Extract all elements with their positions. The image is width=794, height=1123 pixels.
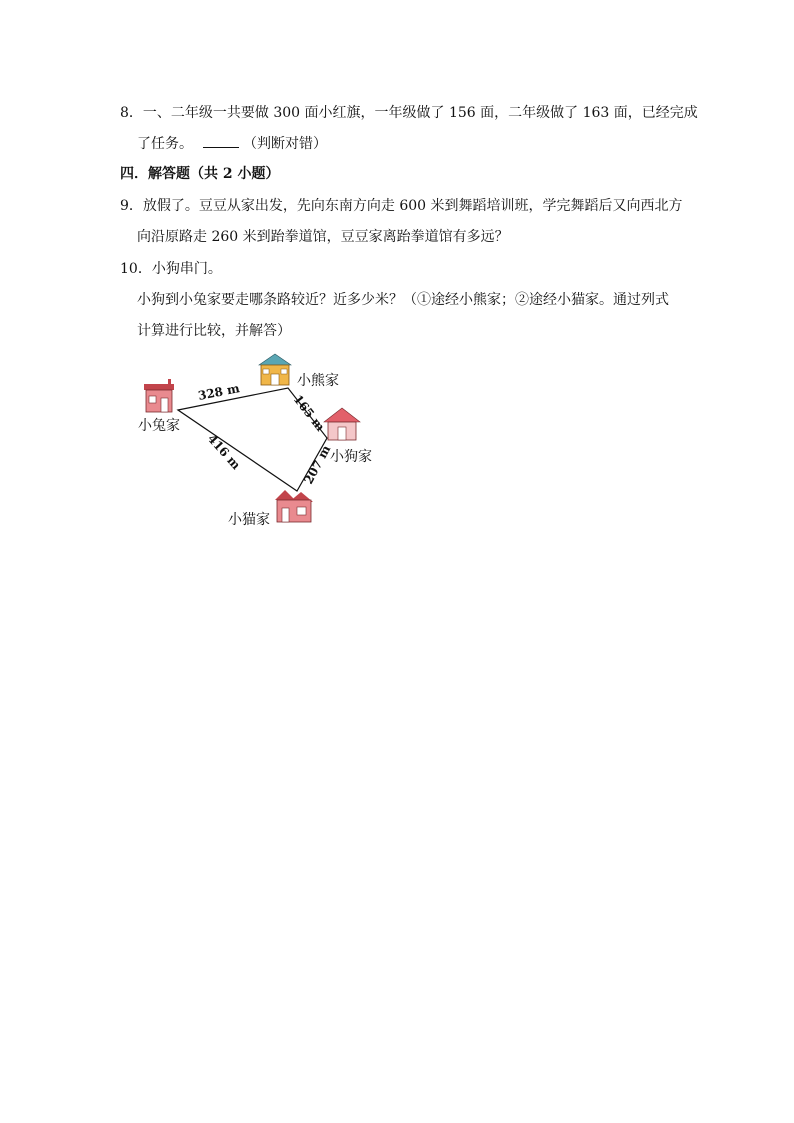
dog-label: 小狗家 [330, 449, 372, 465]
q10-title: 10．小狗串门。 [120, 261, 222, 277]
q9-line2: 向沿原路走 260 米到跆拳道馆，豆豆家离跆拳道馆有多远？ [137, 229, 509, 245]
q8-line1: 8．一、二年级一共要做 300 面小红旗，一年级做了 156 面，二年级做了 163 面，已经完成 [120, 105, 698, 121]
distance-rabbit-bear: 328 m [196, 381, 241, 403]
q10-line1: 小狗到小兔家要走哪条路较近？近多少米？（①途经小熊家；②途经小猫家。通过列式 [137, 292, 669, 308]
distance-bear-dog: 165 m [290, 392, 328, 434]
rabbit-label: 小兔家 [138, 418, 180, 434]
distance-dog-cat: 207 m [301, 442, 334, 487]
bear-house-icon [259, 354, 291, 385]
section-heading: 四．解答题（共 2 小题） [120, 166, 280, 182]
q8-tail: （判断对错） [243, 136, 327, 152]
route-diagram [130, 348, 400, 533]
q10-line2: 计算进行比较，并解答） [137, 323, 291, 339]
cat-label: 小猫家 [228, 512, 270, 528]
q8-line2-text: 了任务。 [137, 136, 193, 152]
dog-house-icon [324, 408, 360, 440]
rabbit-house-icon [144, 379, 174, 412]
cat-house-icon [275, 490, 313, 522]
distance-rabbit-cat: 416 m [204, 431, 244, 473]
answer-blank[interactable] [203, 135, 239, 148]
q8-line2 [137, 135, 327, 153]
q9-line1: 9．放假了。豆豆从家出发，先向东南方向走 600 米到舞蹈培训班，学完舞蹈后又向西北方 [120, 198, 683, 214]
bear-label: 小熊家 [297, 373, 339, 389]
